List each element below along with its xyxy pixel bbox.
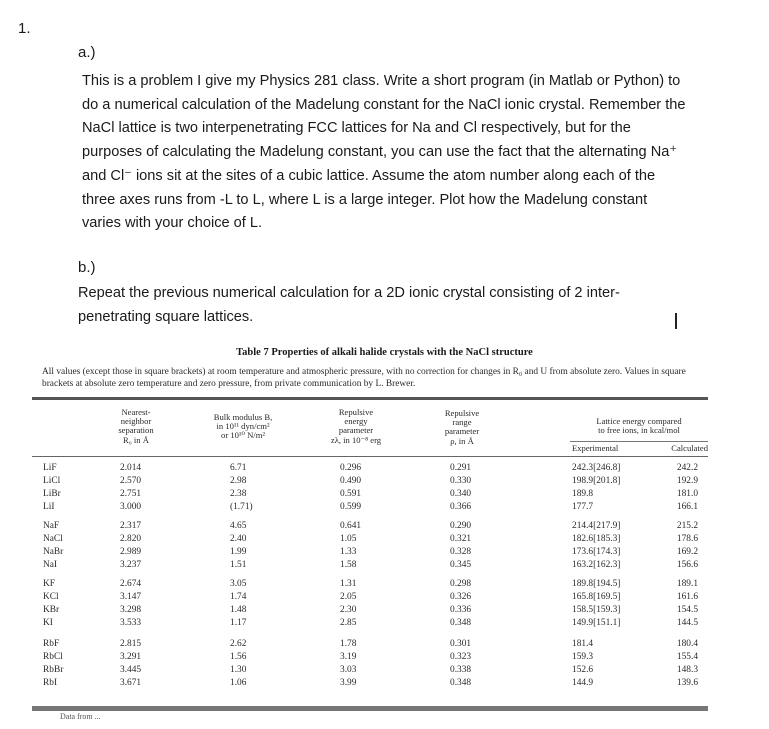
lattice-experimental-value: 198.9[201.8]	[572, 476, 621, 486]
crystal-name: KI	[43, 618, 53, 628]
group-3-lattice-experimental-value-column	[572, 578, 620, 630]
header-bulk-modulus: Bulk modulus B, in 10¹¹ dyn/cm² or 10¹⁰ N/m²	[213, 412, 273, 441]
lattice-experimental-value: 182.6[185.3]	[572, 534, 621, 544]
bulk-modulus-value: (1.71)	[230, 502, 253, 512]
table-top-rule	[32, 397, 708, 400]
lattice-experimental-value: 177.7	[572, 502, 594, 512]
repulsive-range-value: 0.326	[450, 592, 472, 602]
group-2-bulk-modulus-value-column	[230, 520, 246, 572]
lattice-calculated-value: 180.4	[676, 639, 698, 649]
lattice-experimental-value: 173.6[174.3]	[572, 547, 621, 557]
bulk-modulus-value: 1.74	[230, 592, 247, 602]
lattice-experimental-value: 152.6	[572, 665, 594, 675]
lattice-experimental-value: 242.3[246.8]	[572, 463, 621, 473]
group-2-crystal-name-column	[43, 520, 63, 572]
repulsive-energy-value: 1.33	[340, 547, 357, 557]
separation-value: 2.317	[120, 521, 142, 531]
lattice-calculated-value: 169.2	[676, 547, 698, 557]
lattice-calculated-value: 192.9	[676, 476, 698, 486]
repulsive-range-value: 0.330	[450, 476, 472, 486]
separation-value: 2.820	[120, 534, 142, 544]
lattice-calculated-value: 155.4	[676, 652, 698, 662]
group-2-repulsive-range-value-column	[450, 520, 471, 572]
bulk-modulus-value: 1.30	[230, 665, 247, 675]
lattice-experimental-value: 144.9	[572, 678, 594, 688]
group-4-lattice-experimental-value-column	[572, 638, 593, 690]
crystal-name: NaF	[43, 521, 60, 531]
repulsive-range-value: 0.301	[450, 639, 472, 649]
lattice-calculated-value: 156.6	[676, 560, 698, 570]
group-2-lattice-calculated-value-column	[652, 520, 698, 572]
part-b-text: Repeat the previous numerical calculation for a 2D ionic crystal consisting of 2 inter-penetrating square lattices.	[78, 285, 620, 325]
group-4-lattice-calculated-value-column	[652, 638, 698, 690]
part-a-label: a.)	[78, 44, 96, 61]
group-2-lattice-experimental-value-column	[572, 520, 620, 572]
repulsive-energy-value: 3.99	[340, 678, 357, 688]
repulsive-energy-value: 0.599	[340, 502, 362, 512]
lattice-calculated-value: 161.6	[676, 592, 698, 602]
bulk-modulus-value: 1.06	[230, 678, 247, 688]
repulsive-range-value: 0.323	[450, 652, 472, 662]
lattice-experimental-value: 214.4[217.9]	[572, 521, 621, 531]
repulsive-range-value: 0.291	[450, 463, 472, 473]
separation-value: 3.298	[120, 605, 142, 615]
lattice-experimental-value: 181.4	[572, 639, 594, 649]
repulsive-energy-value: 2.05	[340, 592, 357, 602]
separation-value: 2.751	[120, 489, 142, 499]
lattice-experimental-value: 159.3	[572, 652, 594, 662]
group-1-separation-value-column	[120, 462, 141, 514]
repulsive-energy-value: 0.296	[340, 463, 362, 473]
group-2-repulsive-energy-value-column	[340, 520, 361, 572]
lattice-calculated-value: 215.2	[676, 521, 698, 531]
separation-value: 3.147	[120, 592, 142, 602]
group-3-repulsive-range-value-column	[450, 578, 471, 630]
crystal-name: LiCl	[43, 476, 61, 486]
lattice-calculated-value: 154.5	[676, 605, 698, 615]
repulsive-range-value: 0.366	[450, 502, 472, 512]
separation-value: 3.237	[120, 560, 142, 570]
lattice-calculated-value: 166.1	[676, 502, 698, 512]
bulk-modulus-value: 1.17	[230, 618, 247, 628]
crystal-name: KBr	[43, 605, 60, 615]
question-number: 1.	[18, 20, 31, 37]
group-1-repulsive-energy-value-column	[340, 462, 361, 514]
header-lattice-energy: Lattice energy compared to free ions, in kcal/mol	[596, 416, 682, 436]
bulk-modulus-value: 2.62	[230, 639, 247, 649]
repulsive-energy-value: 3.03	[340, 665, 357, 675]
header-repulsive-range: Repulsive range parameter ρ, in Å	[444, 408, 480, 446]
part-b-label: b.)	[78, 259, 96, 276]
crystal-name: LiI	[43, 502, 55, 512]
crystal-name: LiBr	[43, 489, 61, 499]
repulsive-energy-value: 1.31	[340, 579, 357, 589]
lattice-experimental-value: 165.8[169.5]	[572, 592, 621, 602]
table-title: Table 7 Properties of alkali halide crystals with the NaCl structure	[236, 347, 533, 358]
repulsive-energy-value: 2.30	[340, 605, 357, 615]
separation-value: 2.014	[120, 463, 142, 473]
crystal-name: RbBr	[43, 665, 64, 675]
repulsive-energy-value: 1.58	[340, 560, 357, 570]
lattice-experimental-value: 158.5[159.3]	[572, 605, 621, 615]
lattice-experimental-value: 163.2[162.3]	[572, 560, 621, 570]
lattice-calculated-value: 242.2	[676, 463, 698, 473]
bulk-modulus-value: 1.48	[230, 605, 247, 615]
group-1-crystal-name-column	[43, 462, 61, 514]
bulk-modulus-value: 2.38	[230, 489, 247, 499]
crystal-name: RbCl	[43, 652, 63, 662]
separation-value: 3.000	[120, 502, 142, 512]
separation-value: 2.815	[120, 639, 142, 649]
repulsive-energy-value: 0.591	[340, 489, 362, 499]
crystal-name: KCl	[43, 592, 59, 602]
header-repulsive-energy: Repulsive energy parameter zλ, in 10⁻⁸ erg	[330, 407, 382, 445]
lattice-calculated-value: 144.5	[676, 618, 698, 628]
crystal-name: NaCl	[43, 534, 63, 544]
group-4-separation-value-column	[120, 638, 141, 690]
separation-value: 3.291	[120, 652, 142, 662]
group-1-repulsive-range-value-column	[450, 462, 471, 514]
lattice-calculated-value: 178.6	[676, 534, 698, 544]
lattice-calculated-value: 148.3	[676, 665, 698, 675]
bulk-modulus-value: 2.98	[230, 476, 247, 486]
bulk-modulus-value: 3.05	[230, 579, 247, 589]
bulk-modulus-value: 1.51	[230, 560, 247, 570]
crystal-name: LiF	[43, 463, 57, 473]
repulsive-energy-value: 3.19	[340, 652, 357, 662]
separation-value: 2.674	[120, 579, 142, 589]
separation-value: 3.445	[120, 665, 142, 675]
table-footnote: Data from ...	[60, 712, 101, 721]
separation-value: 2.570	[120, 476, 142, 486]
crystal-name: NaI	[43, 560, 58, 570]
bulk-modulus-value: 6.71	[230, 463, 247, 473]
header-separation: Nearest- neighbor separation R₀ in Å	[118, 407, 154, 445]
lattice-experimental-value: 149.9[151.1]	[572, 618, 621, 628]
repulsive-range-value: 0.348	[450, 618, 472, 628]
group-3-crystal-name-column	[43, 578, 59, 630]
bulk-modulus-value: 2.40	[230, 534, 247, 544]
group-4-repulsive-energy-value-column	[340, 638, 356, 690]
header-calculated: Calculated	[671, 443, 708, 453]
repulsive-range-value: 0.338	[450, 665, 472, 675]
separation-value: 2.989	[120, 547, 142, 557]
group-1-lattice-experimental-value-column	[572, 462, 620, 514]
lattice-subheader-rule	[570, 441, 708, 442]
bulk-modulus-value: 1.99	[230, 547, 247, 557]
bulk-modulus-value: 4.65	[230, 521, 247, 531]
repulsive-energy-value: 1.05	[340, 534, 357, 544]
repulsive-range-value: 0.348	[450, 678, 472, 688]
lattice-calculated-value: 181.0	[676, 489, 698, 499]
crystal-name: RbI	[43, 678, 58, 688]
repulsive-energy-value: 2.85	[340, 618, 357, 628]
repulsive-range-value: 0.345	[450, 560, 472, 570]
repulsive-energy-value: 0.490	[340, 476, 362, 486]
group-3-separation-value-column	[120, 578, 141, 630]
repulsive-range-value: 0.321	[450, 534, 472, 544]
lattice-experimental-value: 189.8	[572, 489, 594, 499]
table-caption: All values (except those in square brackets) at room temperature and atmospheric pressure, with no correction for changes in R₀ and U from absolute zero. Values in square brackets at absolute zero temperature and zero pressure, from private communication by L. Brewer.	[42, 367, 686, 389]
lattice-calculated-value: 139.6	[676, 678, 698, 688]
table-bottom-rule	[32, 706, 708, 711]
group-1-bulk-modulus-value-column	[230, 462, 253, 514]
group-4-repulsive-range-value-column	[450, 638, 471, 690]
repulsive-energy-value: 0.641	[340, 521, 362, 531]
crystal-name: RbF	[43, 639, 60, 649]
group-1-lattice-calculated-value-column	[652, 462, 698, 514]
crystal-name: KF	[43, 579, 55, 589]
bulk-modulus-value: 1.56	[230, 652, 247, 662]
lattice-calculated-value: 189.1	[676, 579, 698, 589]
crystal-name: NaBr	[43, 547, 64, 557]
part-a-text: This is a problem I give my Physics 281 class. Write a short program (in Matlab or Python) to do a numerical calculation of the Madelung constant for the NaCl ionic crystal. Remember the NaCl lattice is two interpenetrating FCC lattices for Na and Cl respectively, but for the purposes of calculating the Madelung constant, you can use the fact that the alternating Na⁺ and Cl⁻ ions sit at the sites of a cubic lattice. Assume the atom number along each of the three axes runs from -L to L, where L is a large integer. Plot how the Madelung constant varies with your choice of L.	[82, 73, 686, 232]
repulsive-range-value: 0.328	[450, 547, 472, 557]
repulsive-energy-value: 1.78	[340, 639, 357, 649]
group-3-bulk-modulus-value-column	[230, 578, 246, 630]
header-experimental: Experimental	[572, 443, 619, 453]
repulsive-range-value: 0.298	[450, 579, 472, 589]
repulsive-range-value: 0.336	[450, 605, 472, 615]
group-3-lattice-calculated-value-column	[652, 578, 698, 630]
table-header-rule	[32, 456, 708, 457]
group-2-separation-value-column	[120, 520, 141, 572]
text-cursor	[675, 313, 677, 329]
separation-value: 3.533	[120, 618, 142, 628]
repulsive-range-value: 0.340	[450, 489, 472, 499]
separation-value: 3.671	[120, 678, 142, 688]
lattice-experimental-value: 189.8[194.5]	[572, 579, 621, 589]
repulsive-range-value: 0.290	[450, 521, 472, 531]
group-3-repulsive-energy-value-column	[340, 578, 356, 630]
group-4-crystal-name-column	[43, 638, 63, 690]
group-4-bulk-modulus-value-column	[230, 638, 246, 690]
